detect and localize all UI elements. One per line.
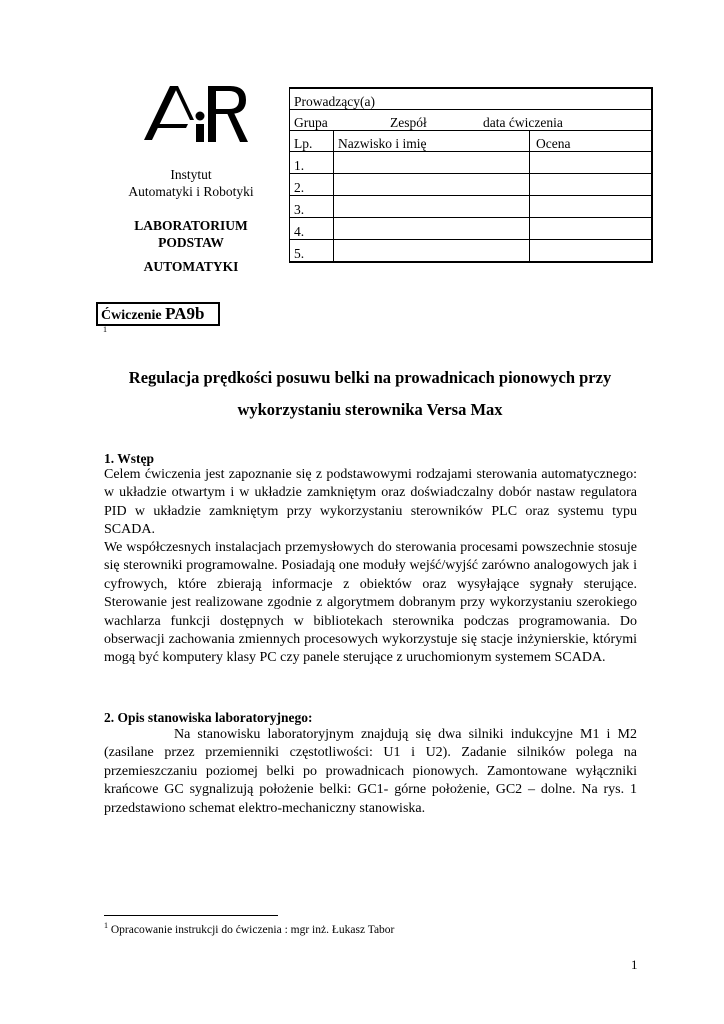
section-heading-intro: 1. Wstęp [104, 451, 155, 466]
grade-cell[interactable] [530, 218, 652, 240]
exercise-label: Ćwiczenie [101, 308, 162, 323]
name-cell[interactable] [334, 196, 530, 218]
document-title-line2: wykorzystaniu sterownika Versa Max [237, 400, 503, 419]
institute-name-line2: Automatyki i Robotyki [128, 184, 254, 199]
row-number: 3. [290, 196, 334, 218]
institute-name-line1: Instytut [170, 167, 212, 182]
grade-cell[interactable] [530, 240, 652, 263]
intro-paragraph-1: Celem ćwiczenia jest zapoznanie się z podstawowymi rodzajami sterowania automatycznego: w układzie otwartym i w układzie zamkniętym oraz doświadczalny dobór nastaw regulatora PID w układzie zamkniętym przy wykorzystaniu sterowników PLC oraz systemu typu SCADA. [104, 467, 637, 538]
page-number: 1 [631, 957, 638, 972]
lab-title-line1: LABORATORIUM [134, 218, 248, 233]
setup-paragraph-1: Na stanowisku laboratoryjnym znajdują się dwa silniki indukcyjne M1 i M2 (zasilane przez przemienniki częstotliwości: U1 i U2). Zadanie silników polega na przemieszczaniu poziomej belki po prowadnicach pionowych. Zamontowane wyłączniki krańcowe GC sygnalizują położenie belki: GC1- górne położenie, GC2 – dolne. Na rys. 1 przedstawiono schemat elektro-mechaniczny stanowiska. [104, 727, 637, 816]
row-number: 4. [290, 218, 334, 240]
group-row [290, 110, 652, 131]
name-cell[interactable] [334, 174, 530, 196]
col-header-grade: Ocena [530, 131, 652, 152]
grade-cell[interactable] [530, 196, 652, 218]
row-number: 5. [290, 240, 334, 263]
exercise-code: PA9b [165, 304, 205, 323]
exercise-box [96, 302, 220, 326]
name-cell[interactable] [334, 218, 530, 240]
exercise-footnote-mark: 1 [103, 325, 107, 334]
col-header-name: Nazwisko i imię [334, 131, 530, 152]
grade-cell[interactable] [530, 174, 652, 196]
footnote-text: Opracowanie instrukcji do ćwiczenia : mgr inż. Łukasz Tabor [110, 923, 395, 936]
lab-title-line2: PODSTAW [158, 235, 224, 250]
row-number: 1. [290, 152, 334, 174]
name-cell[interactable] [334, 152, 530, 174]
document-title-line1: Regulacja prędkości posuwu belki na prowadnicach pionowych przy [128, 368, 612, 387]
instructor-cell: Prowadzący(a) [290, 88, 652, 110]
grade-cell[interactable] [530, 152, 652, 174]
group-label: Grupa [294, 115, 328, 130]
date-label: data ćwiczenia [483, 115, 563, 130]
intro-paragraph-2: We współczesnych instalacjach przemysłowych do sterowania procesami powszechnie stosuje się sterowniki programowalne. Posiadają one moduły wejść/wyjść zarówno analogowych jak i cyfrowych, które zbierają informacje z obiektów oraz wysyłające sygnały sterujące. Sterowanie jest realizowane zgodnie z algorytmem dobranym przy wykorzystaniu szerokiego wachlarza funkcji dostępnych w bibliotekach sterownika podczas programowania. Do obserwacji zachowania zmiennych procesowych wykorzystuje się stacje inżynierskie, którymi mogą być komputery klasy PC czy panele sterujące z uruchomionym systemem SCADA. [104, 540, 637, 666]
group-info-table [289, 87, 653, 263]
section-heading-setup: 2. Opis stanowiska laboratoryjnego: [104, 710, 313, 725]
row-number: 2. [290, 174, 334, 196]
footnote-mark: 1 [104, 921, 108, 930]
lab-title-line3: AUTOMATYKI [143, 259, 239, 274]
footnote-separator [104, 915, 278, 916]
name-cell[interactable] [334, 240, 530, 263]
footnote [104, 921, 394, 936]
team-label: Zespół [390, 115, 427, 130]
col-header-no: Lp. [290, 131, 334, 152]
air-logo [134, 80, 254, 148]
